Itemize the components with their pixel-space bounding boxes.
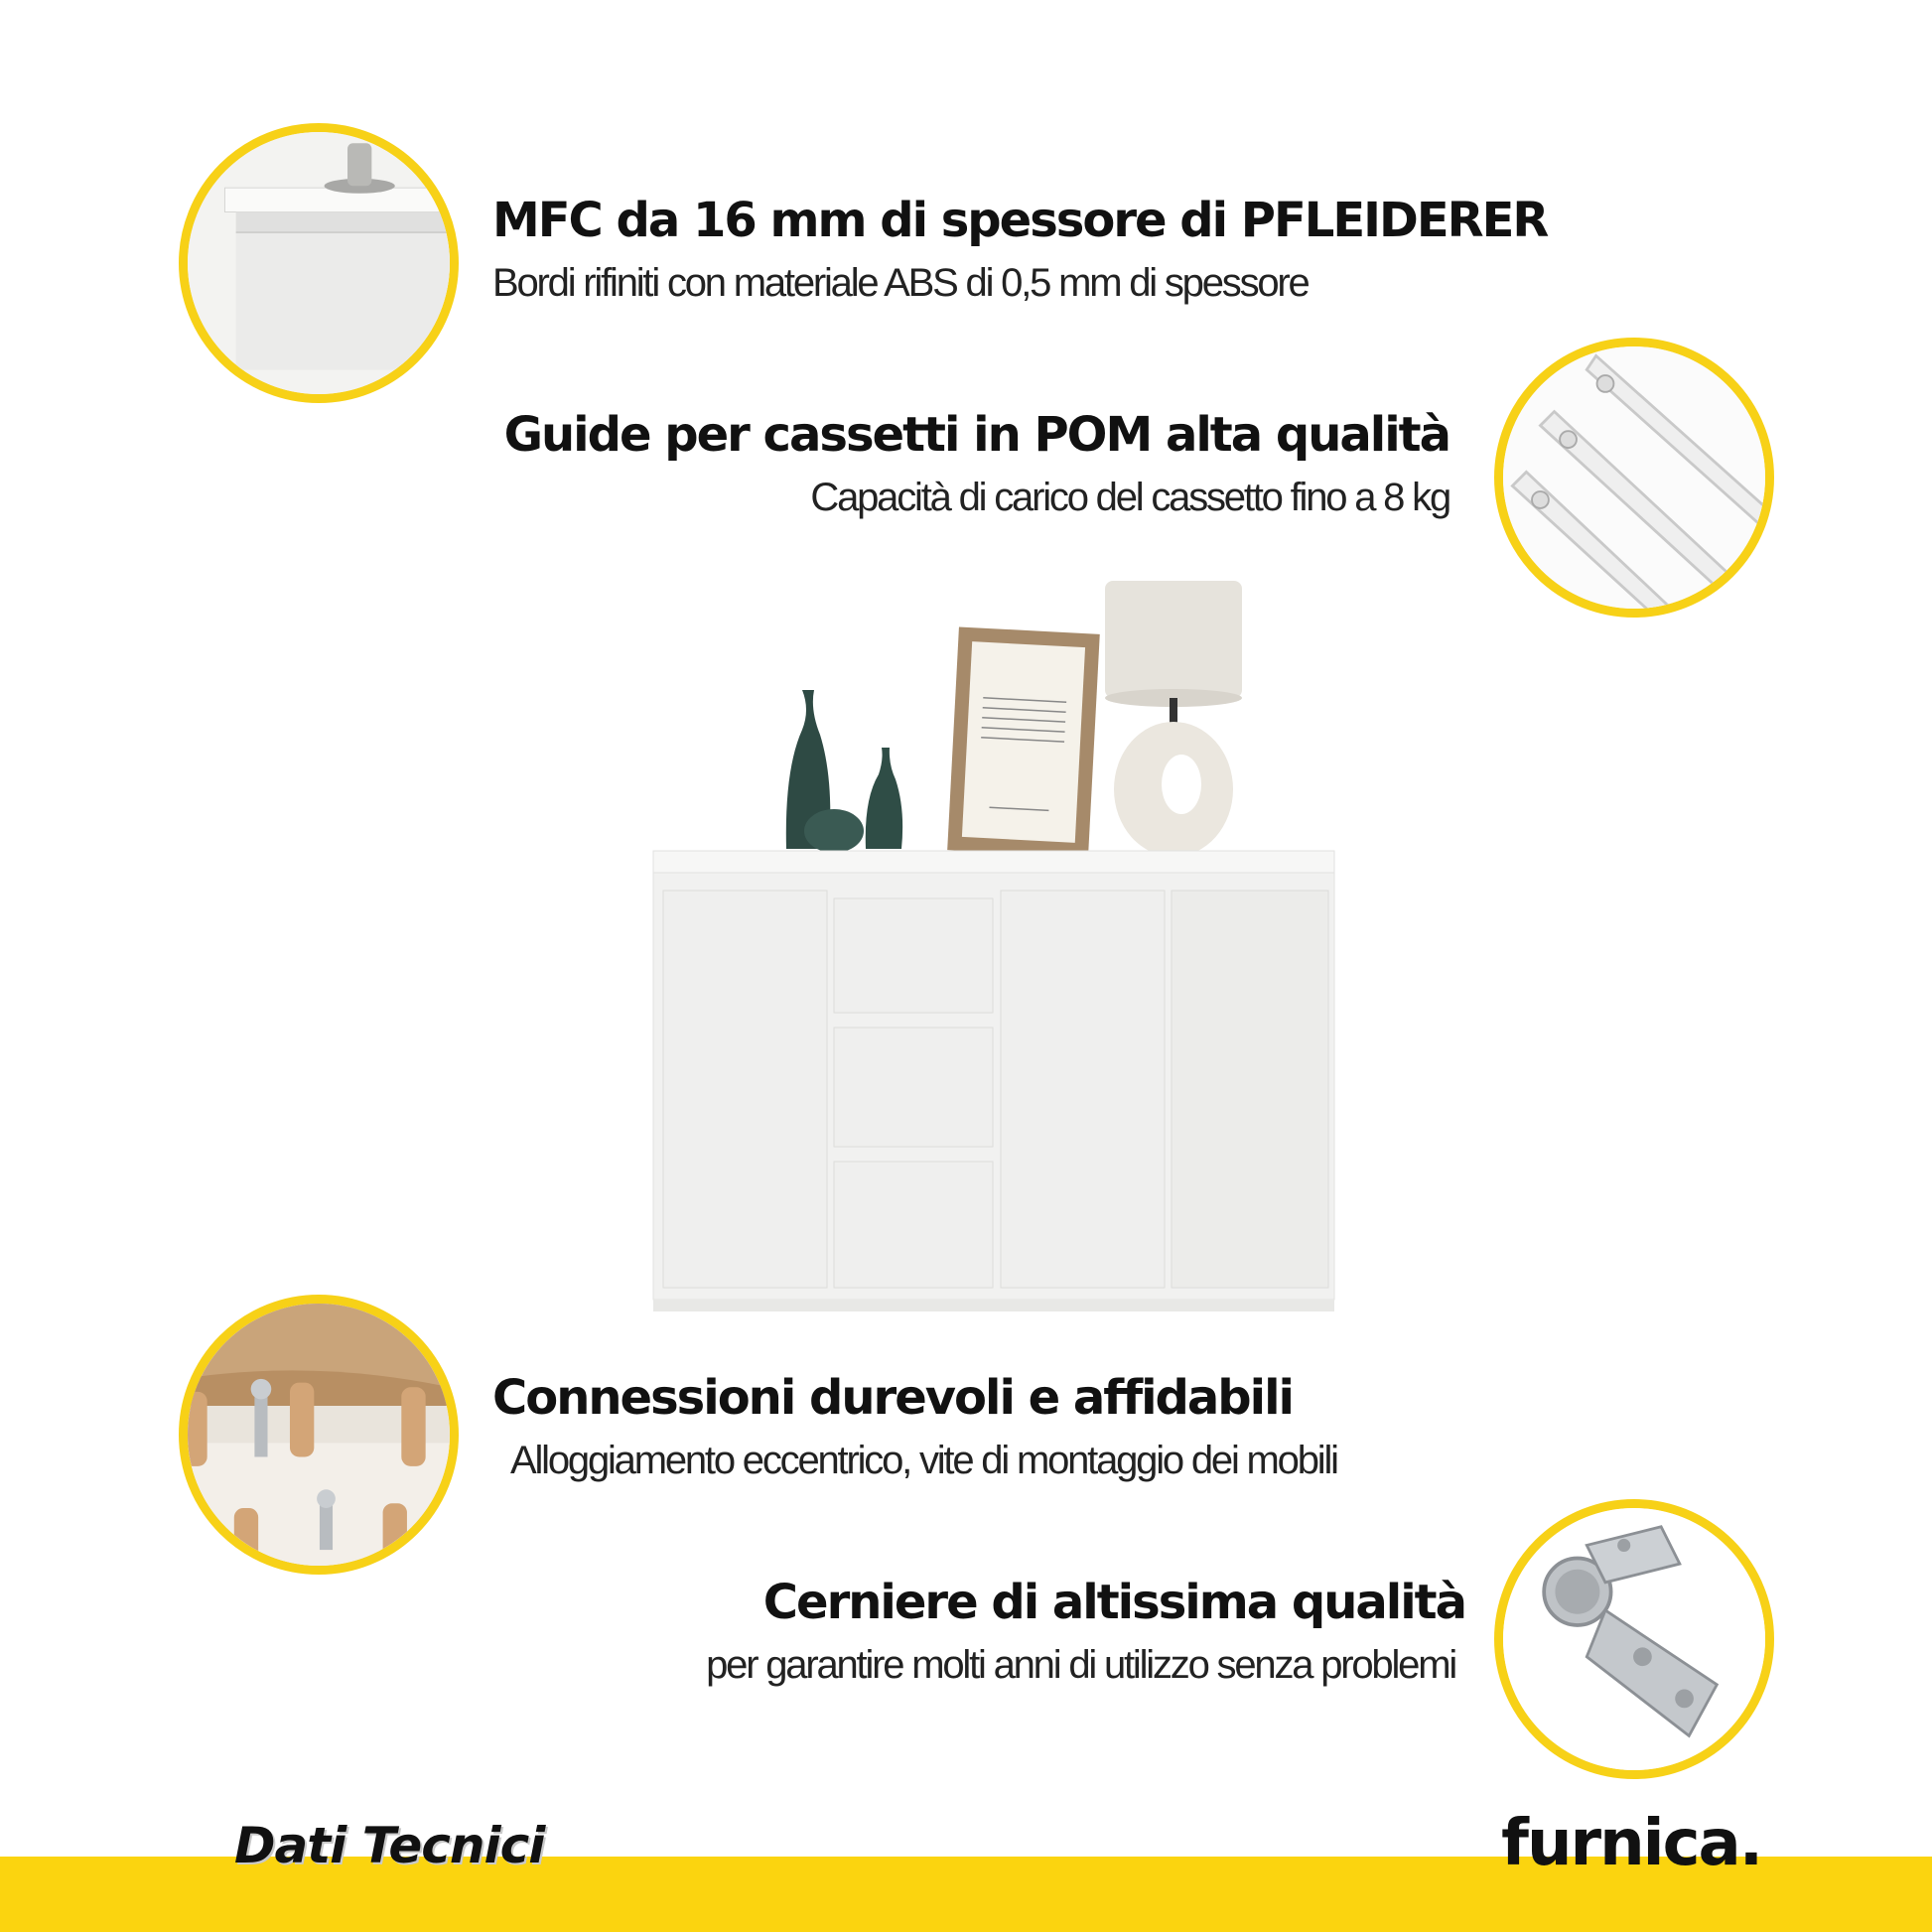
feature-mfc	[492, 195, 1547, 305]
feature-guide	[504, 409, 1449, 519]
feature-desc: per garantire molti anni di utilizzo senza problemi	[706, 1642, 1455, 1687]
feature-desc: Alloggiamento eccentrico, vite di montaggio dei mobili	[510, 1438, 1337, 1482]
feature-desc: Bordi rifiniti con materiale ABS di 0,5 mm di spessore	[492, 260, 1309, 305]
feature-hinges	[706, 1577, 1465, 1687]
feature-title: Guide per cassetti in POM alta qualità	[503, 407, 1449, 463]
dowels-and-screws-image	[179, 1295, 459, 1575]
feature-title: MFC da 16 mm di spessore di PFLEIDERER	[492, 193, 1548, 248]
feature-desc: Capacità di carico del cassetto fino a 8 kg	[810, 475, 1449, 519]
white-sideboard-image	[635, 571, 1350, 1365]
feature-title: Cerniere di altissima qualità	[762, 1575, 1465, 1630]
feature-connections	[492, 1372, 1337, 1482]
feature-title: Connessioni durevoli e affidabili	[492, 1370, 1293, 1426]
brand-logo: furnica.	[1501, 1807, 1761, 1880]
footer-label: Dati Tecnici	[234, 1817, 545, 1874]
board-edge-detail-image	[179, 123, 459, 403]
drawer-rails-image	[1494, 338, 1774, 618]
cabinet-hinge-image	[1494, 1499, 1774, 1779]
